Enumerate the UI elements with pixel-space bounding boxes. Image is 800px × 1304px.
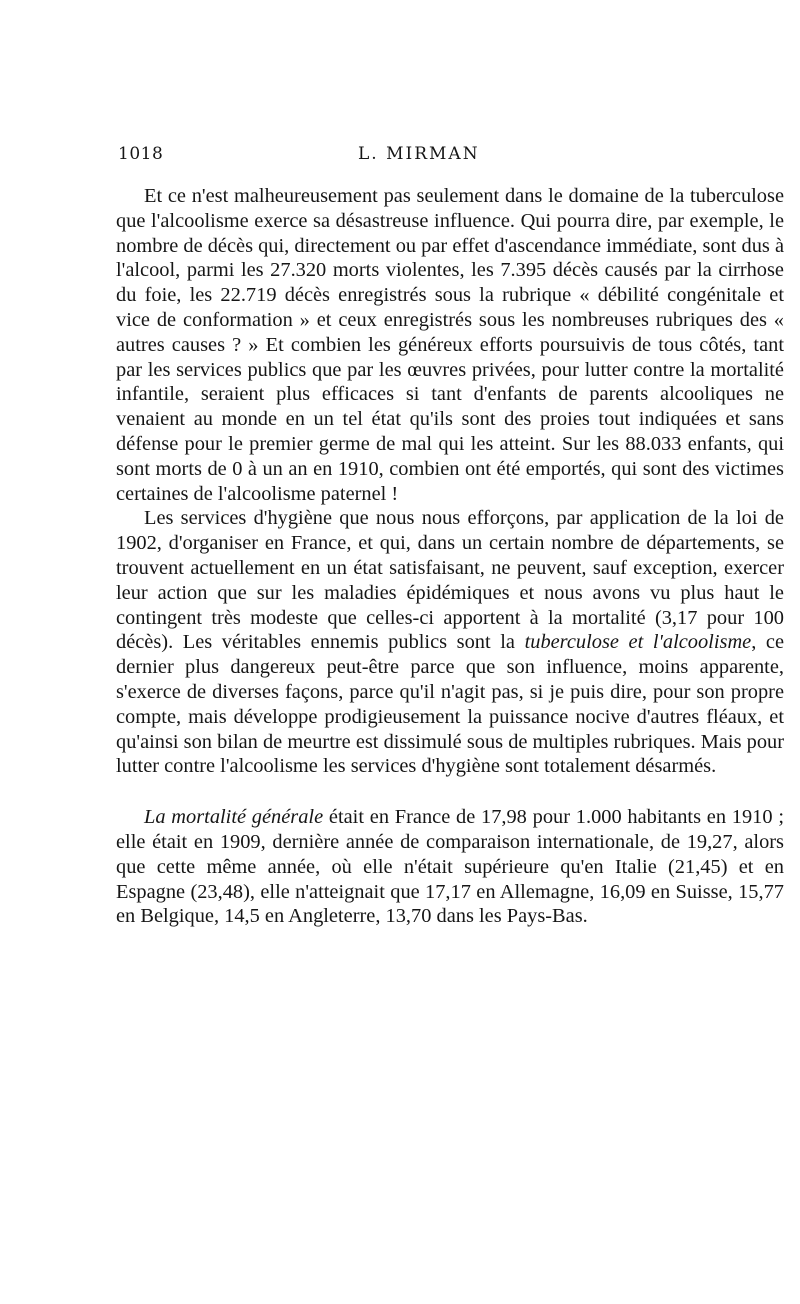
paragraph-hygiene-text-2: , ce dernier plus dangereux peut-être parce que son influence, moins apparente, s'exerce de diverses façons, parce qu'il n'agit pas, si je puis dire, pour son propre compte, mais développe prodigieusement la puissance nocive d'autres fléaux, et qu'ainsi son bilan de meurtre est dissimulé sous de multiples rubriques. Mais pour lutter contre l'alcoolisme les services d'hygiène sont totalement désarmés. [116, 631, 785, 778]
emphasis-public-enemies: tuberculose et l'alcoolisme [524, 631, 752, 654]
page-number: 1018 [118, 144, 164, 164]
running-head [118, 144, 782, 172]
paragraph-alcoholism-influence: Et ce n'est malheureusement pas seulement dans le domaine de la tuberculose que l'alcoolisme exerce sa désastreuse influence. Qui pourra dire, par exemple, le nombre de décès qui, directement ou par effet d'ascendance immédiate, sont dus à l'alcool, parmi les 27.320 morts violentes, les 7.395 décès causés par la cirrhose du foie, les 22.719 décès enregistrés sous la rubrique « débilité congénitale et vice de conformation » et ceux enregistrés sous les nombreuses rubriques des « autres causes ? » Et combien les généreux efforts poursuivis de tous côtés, tant par les services publics que par les œuvres privées, pour lutter contre la mortalité infantile, seraient plus efficaces si tant d'enfants de parents alcooliques ne venaient au monde en un tel état qu'ils sont des proies tout indiquées et sans défense pour le premier germe de mal qui les atteint. Sur les 88.033 enfants, qui sont morts de 0 à un an en 1910, combien ont été emportés, qui sont des victimes certaines de l'alcoolisme paternel ! [116, 185, 785, 505]
paragraph-mortality-text: était en France de 17,98 pour 1.000 habitants en 1910 ; elle était en 1909, dernière année de comparaison internationale, de 19,27, alors que cette même année, où elle n'était supérieure qu'en Italie (21,45) et en Espagne (23,48), elle n'atteignait que 17,17 en Allemagne, 16,09 en Suisse, 15,77 en Belgique, 14,5 en Angleterre, 13,70 dans les Pays-Bas. [116, 806, 784, 928]
emphasis-general-mortality: La mortalité générale [144, 806, 324, 829]
paragraph-hygiene-text-1: Les services d'hygiène que nous nous efforçons, par application de la loi de 1902, d'organiser en France, et qui, dans un certain nombre de départements, se trouvent actuellement en un état satisfaisant, ne peuvent, sauf exception, exercer leur action que sur les maladies épidémiques et nous avons vu plus haut le contingent très modeste que celles-ci apportent à la mortalité (3,17 pour 100 décès). Les véritables ennemis publics sont la [116, 507, 784, 654]
body-text [116, 184, 784, 929]
running-head-author: L. MIRMAN [358, 144, 480, 164]
paragraph-hygiene-services [116, 506, 784, 779]
paragraph-general-mortality [116, 805, 784, 929]
